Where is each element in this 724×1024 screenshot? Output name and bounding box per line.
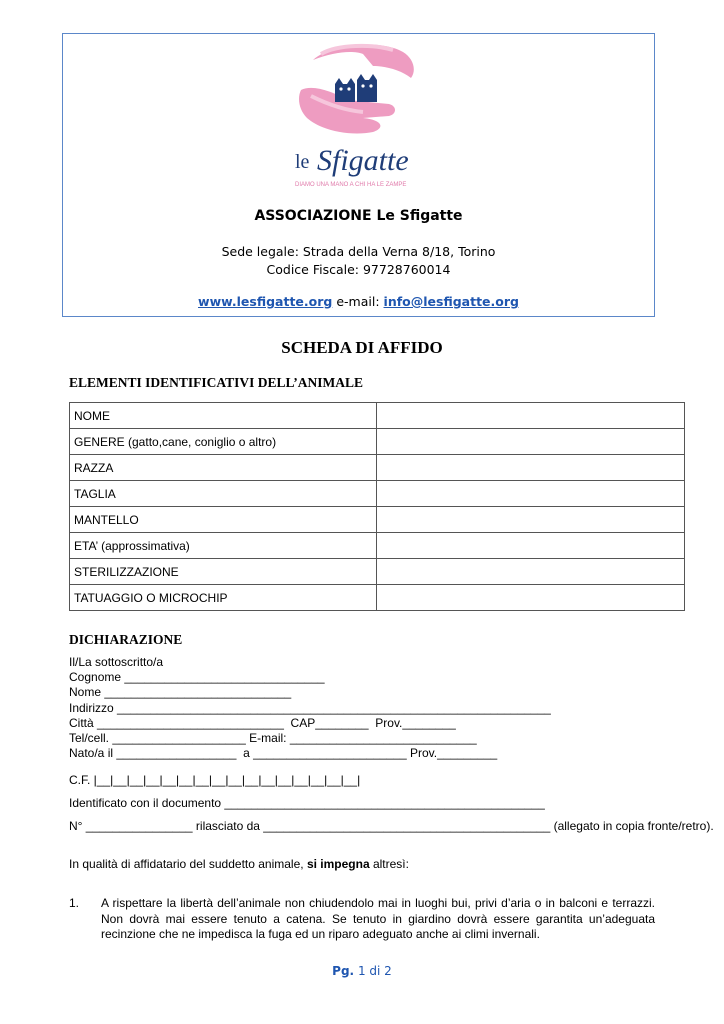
table-row xyxy=(70,455,685,481)
animal-details-table xyxy=(69,402,685,611)
id-document-field[interactable]: Identificato con il documento ________________________________________________ xyxy=(69,796,545,810)
commitment-suffix: altresì: xyxy=(369,857,409,871)
row-label: ETA’ (approssimativa) xyxy=(70,533,377,559)
registered-office: Sede legale: Strada della Verna 8/18, Torino xyxy=(221,244,496,259)
svg-text:le: le xyxy=(295,151,310,173)
row-label: NOME xyxy=(70,403,377,429)
contacts-line xyxy=(63,294,654,309)
row-value-field[interactable] xyxy=(377,533,685,559)
row-value-field[interactable] xyxy=(377,481,685,507)
row-value-field[interactable] xyxy=(377,403,685,429)
row-value-field[interactable] xyxy=(377,429,685,455)
address-field[interactable]: Indirizzo _________________________________________________________________ xyxy=(69,700,551,715)
row-label: TATUAGGIO O MICROCHIP xyxy=(70,585,377,611)
table-row xyxy=(70,403,685,429)
logo-tagline: DIAMO UNA MANO A CHI HA LE ZAMPE xyxy=(295,182,407,188)
table-row xyxy=(70,585,685,611)
declaration-heading: DICHIARAZIONE xyxy=(69,632,183,647)
commitment-item xyxy=(69,896,655,943)
tax-code: Codice Fiscale: 97728760014 xyxy=(266,262,451,277)
page-number: 1 di 2 xyxy=(357,964,392,978)
page-label: Pg. xyxy=(332,964,355,978)
commitment-intro xyxy=(69,857,409,871)
document-number-field[interactable]: N° ________________ rilasciato da ___________________________________________ (allegato in copia fronte/retro). xyxy=(69,819,714,833)
subscriber-label: Il/La sottoscritto/a xyxy=(69,655,164,669)
row-value-field[interactable] xyxy=(377,559,685,585)
declarant-details xyxy=(69,655,551,761)
commitment-number: 1. xyxy=(69,896,80,910)
surname-field[interactable]: Cognome ______________________________ xyxy=(69,670,325,685)
phone-email-field[interactable]: Tel/cell. ____________________ E-mail: ____________________________ xyxy=(69,731,477,746)
row-value-field[interactable] xyxy=(377,585,685,611)
website-link[interactable]: www.lesfigatte.org xyxy=(198,294,333,309)
document-title: SCHEDA DI AFFIDO xyxy=(281,338,443,357)
association-name: ASSOCIAZIONE Le Sfigatte xyxy=(254,208,463,224)
row-label: STERILIZZAZIONE xyxy=(70,559,377,585)
commitment-bold: si impegna xyxy=(306,857,370,871)
table-row xyxy=(70,533,685,559)
birth-date-place-field[interactable]: Nato/a il __________________ a _______________________ Prov._________ xyxy=(69,746,498,761)
table-row xyxy=(70,481,685,507)
email-label: e-mail: xyxy=(336,294,380,309)
commitment-prefix: In qualità di affidatario del suddetto animale, xyxy=(69,857,307,871)
svg-text:Sfigatte: Sfigatte xyxy=(317,144,409,177)
le-sfigatte-logo xyxy=(293,40,433,188)
table-row xyxy=(70,559,685,585)
tax-code-boxes[interactable]: C.F. |__|__|__|__|__|__|__|__|__|__|__|__|__|__|__|__| xyxy=(69,773,361,787)
association-header xyxy=(62,33,655,317)
animal-section-heading: ELEMENTI IDENTIFICATIVI DELL’ANIMALE xyxy=(69,375,364,390)
row-value-field[interactable] xyxy=(377,507,685,533)
row-label: RAZZA xyxy=(70,455,377,481)
city-cap-province-field[interactable]: Città ____________________________ CAP________ Prov.________ xyxy=(69,715,456,730)
row-label: GENERE (gatto,cane, coniglio o altro) xyxy=(70,429,377,455)
table-row xyxy=(70,429,685,455)
page-footer xyxy=(0,964,724,978)
name-field[interactable]: Nome ____________________________ xyxy=(69,685,292,700)
table-row xyxy=(70,507,685,533)
row-value-field[interactable] xyxy=(377,455,685,481)
row-label: MANTELLO xyxy=(70,507,377,533)
commitment-text: A rispettare la libertà dell’animale non chiudendolo mai in luoghi bui, privi d’aria o in balconi e terrazzi. Non dovrà mai essere tenuto a catena. Se tenuto in giardino dovrà essere garantita un’adeguata recinzione che ne impedisca la fuga ed un riparo adeguato anche ai climi invernali. xyxy=(101,896,655,941)
email-link[interactable]: info@lesfigatte.org xyxy=(383,294,519,309)
row-label: TAGLIA xyxy=(70,481,377,507)
